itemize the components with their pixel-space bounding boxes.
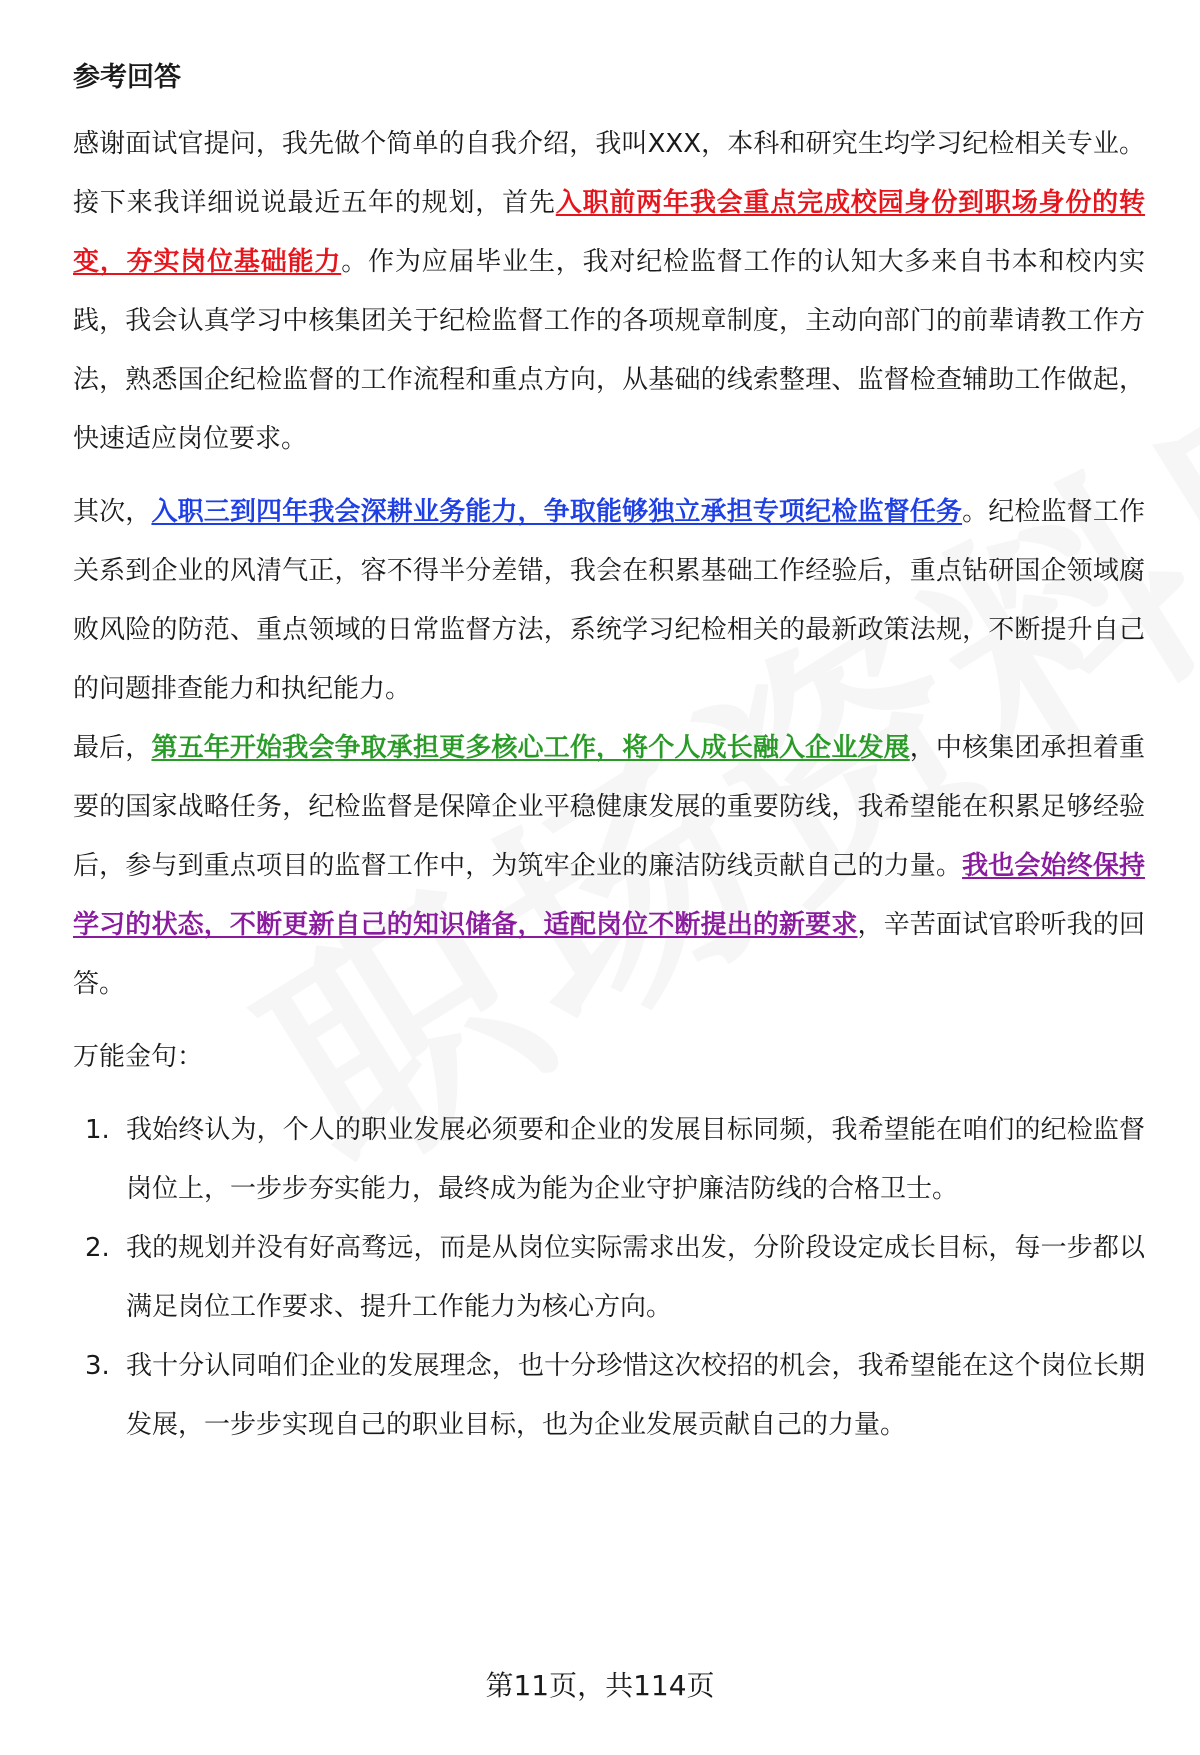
paragraph-1-intro: 感谢面试官提问，我先做个简单的自我介绍，我叫XXX，本科和研究生均学习纪检相关专业。接下来我详细说说最近五年的规划，首先 <box>73 129 1145 218</box>
list-item-text: 我始终认为，个人的职业发展必须要和企业的发展目标同频，我希望能在咱们的纪检监督岗位上，一步步夯实能力，最终成为能为企业守护廉洁防线的合格卫士。 <box>126 1115 1145 1204</box>
highlight-purple: 我也会始终保持学习的状态，不断更新自己的知识储备，适配岗位不断提出的新要求 <box>73 851 1145 940</box>
paragraph-1 <box>73 115 1145 469</box>
list-item-number: 3. <box>85 1351 110 1381</box>
document-page <box>73 56 1145 1455</box>
highlight-blue: 入职三到四年我会深耕业务能力，争取能够独立承担专项纪检监督任务 <box>151 497 963 527</box>
page-number: 第11页，共114页 <box>485 1669 715 1702</box>
paragraph-2 <box>73 483 1145 719</box>
list-item <box>73 1337 1145 1455</box>
list-item <box>73 1219 1145 1337</box>
highlight-green: 第五年开始我会争取承担更多核心工作，将个人成长融入企业发展 <box>151 733 910 763</box>
paragraph-3 <box>73 719 1145 1014</box>
list-item-text: 我的规划并没有好高骛远，而是从岗位实际需求出发，分阶段设定成长目标，每一步都以满足岗位工作要求、提升工作能力为核心方向。 <box>126 1233 1145 1322</box>
highlight-red: 入职前两年我会重点完成校园身份到职场身份的转变，夯实岗位基础能力 <box>73 188 1145 277</box>
paragraph-2-intro: 其次， <box>73 497 152 527</box>
paragraph-3-body: ，中核集团承担着重要的国家战略任务，纪检监督是保障企业平稳健康发展的重要防线，我希望能在积累足够经验后，参与到重点项目的监督工作中，为筑牢企业的廉洁防线贡献自己的力量。 <box>73 733 1145 881</box>
list-item-number: 2. <box>85 1233 110 1263</box>
page-heading: 参考回答 <box>73 62 181 93</box>
paragraph-2-body: 。纪检监督工作关系到企业的风清气正，容不得半分差错，我会在积累基础工作经验后，重点钻研国企领域腐败风险的防范、重点领域的日常监督方法，系统学习纪检相关的最新政策法规，不断提升自己的问题排查能力和执纪能力。 <box>73 497 1145 704</box>
list-item-text: 我十分认同咱们企业的发展理念，也十分珍惜这次校招的机会，我希望能在这个岗位长期发展，一步步实现自己的职业目标，也为企业发展贡献自己的力量。 <box>126 1351 1145 1440</box>
golden-sentences-list <box>73 1101 1145 1455</box>
paragraph-3-intro: 最后， <box>73 733 152 763</box>
paragraph-1-body: 。作为应届毕业生，我对纪检监督工作的认知大多来自书本和校内实践，我会认真学习中核集团关于纪检监督工作的各项规章制度，主动向部门的前辈请教工作方法，熟悉国企纪检监督的工作流程和重点方向，从基础的线索整理、监督检查辅助工作做起，快速适应岗位要求。 <box>73 247 1145 454</box>
section-title: 万能金句： <box>73 1042 204 1072</box>
list-item-number: 1. <box>85 1115 110 1145</box>
list-item <box>73 1101 1145 1219</box>
paragraph-3-closing: ，辛苦面试官聆听我的回答。 <box>73 910 1145 999</box>
